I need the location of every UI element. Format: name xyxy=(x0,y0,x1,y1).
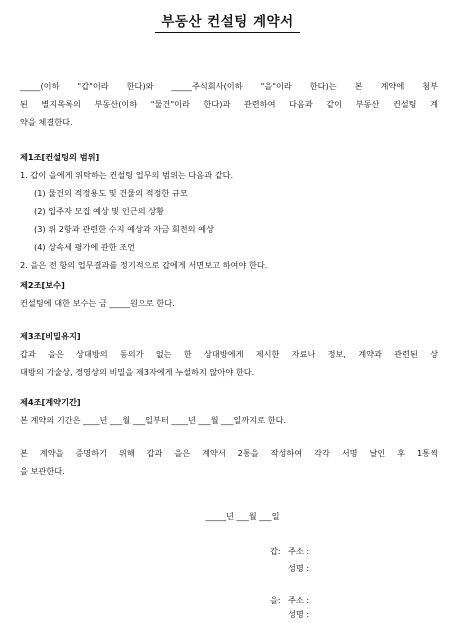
article-2-body: 컨설팅에 대한 보수는 금 _____원으로 한다. xyxy=(20,298,175,308)
article-4 xyxy=(20,393,438,429)
party-a-label: 갑: xyxy=(270,546,281,556)
document-title xyxy=(0,10,455,33)
article-4-heading: 제4조[계약기간] xyxy=(20,397,81,407)
article-1-item: (3) 위 2항과 관련한 수지 예상과 자금 회전의 예상 xyxy=(34,224,214,234)
intro-line: _____(이하 "갑"이라 한다)와 _____주식회사(이하 "을"이라 한다)는 본 계약에 첨부 xyxy=(20,81,438,91)
intro-paragraph xyxy=(20,77,438,131)
article-3-heading: 제3조[비밀유지] xyxy=(20,331,81,341)
article-3-body-line: 대방의 기술상, 경영상의 비밀을 제3자에게 누설하지 않아야 한다. xyxy=(20,367,255,377)
intro-line: 된 별지목록의 부동산(이하 "물건"이라 한다)과 관련하여 다음과 같이 부동산 컨설팅 계 xyxy=(20,99,438,109)
document-title-text: 부동산 컨설팅 계약서 xyxy=(155,10,299,33)
article-1-clause-1: 1. 갑이 을에게 위탁하는 컨설팅 업무의 범위는 다음과 같다. xyxy=(20,170,234,180)
closing-line: 을 보관한다. xyxy=(20,466,65,476)
contract-date: _____년 ___월 ___일 xyxy=(205,511,280,521)
article-1-heading: 제1조[컨설팅의 범위] xyxy=(20,152,100,162)
article-1-item: (2) 입주자 모집 예상 및 인근의 상황 xyxy=(34,206,165,216)
party-a-address-label: 주소 : xyxy=(288,546,310,556)
article-4-body: 본 계약의 기간은 ____년 ___월 ___일부터 ____년 ___월 ___일까지로 한다. xyxy=(20,415,287,425)
article-3-body-line: 갑과 을은 상대방의 동의가 없는 한 상대방에게 제시한 자료나 정보, 계약과 관련된 상 xyxy=(20,349,438,359)
intro-line: 약을 체결한다. xyxy=(20,117,73,127)
article-1-clause-2: 2. 을은 전 항의 업무결과를 정기적으로 갑에게 서면보고 하여야 한다. xyxy=(20,260,268,270)
party-a-name-label: 성명 : xyxy=(288,563,310,573)
closing-paragraph xyxy=(20,444,438,480)
article-1-item: (4) 상속세 평가에 관한 조언 xyxy=(34,242,136,252)
party-b-label: 을: xyxy=(270,595,281,605)
closing-line: 본 계약을 증명하기 위해 갑과 을은 계약서 2통을 작성하여 각각 서명 날인 후 1통씩 xyxy=(20,448,438,458)
article-1-item: (1) 물건의 적정용도 및 건물의 적정한 규모 xyxy=(34,188,188,198)
article-1 xyxy=(20,148,438,274)
party-b-address-label: 주소 : xyxy=(288,595,310,605)
article-2-heading: 제2조[보수] xyxy=(20,280,65,290)
article-2 xyxy=(20,276,438,312)
article-3 xyxy=(20,327,438,381)
party-b-name-label: 성명 : xyxy=(288,609,310,619)
